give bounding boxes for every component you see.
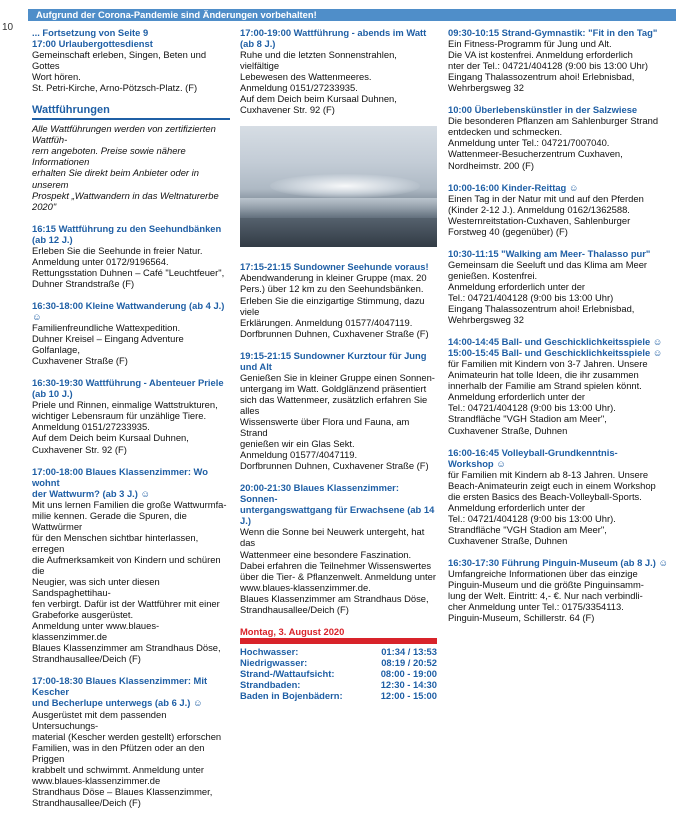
event-description: Erleben Sie die Seehunde in freier Natur. Anmeldung unter 0172/9196564. Rettungsstation Duhnen – Café "Leuchtfeuer", Duhner Strandstraße (F) xyxy=(32,244,225,289)
event-entry xyxy=(240,261,437,338)
event-title: 17:00-18:30 Blaues Klassenzimmer: Mit Kescher und Becherlupe unterwegs (ab 6 J.) ☺ xyxy=(32,675,208,709)
event-description: Wenn die Sonne bei Neuwerk untergeht, hat das Wattenmeer eine besondere Faszination. Dabei erfahren die Teilnehmer Wissenswertes über die Tier- & Pflanzenwelt. Anmeldung unter www.blaues-klassenzimmer.de. Blaues Klassenzimmer am Strandhaus Döse, Strandhausallee/Deich (F) xyxy=(240,526,436,615)
event-description: Abendwanderung in kleiner Gruppe (max. 20 Pers.) über 12 km zu den Seehundsbänken. Erleben Sie die einzigartige Stimmung, dazu viele Erklärungen. Anmeldung 01577/4047119. Dorfbrunnen Duhnen, Cuxhavener Straße (F) xyxy=(240,272,429,339)
event-entry xyxy=(32,300,230,366)
day-divider xyxy=(240,638,437,644)
event-entry xyxy=(448,104,672,170)
event-title: 16:30-18:00 Kleine Wattwanderung (ab 4 J.) ☺ xyxy=(32,299,225,322)
section-intro: Alle Wattführungen werden von zertifizierten Wattfüh- rern angeboten. Preise sowie nähere Informationen erhalten Sie direkt beim Anbieter oder in unserem Prospekt „Wattwandern in das Weltnaturerbe 2020" xyxy=(32,123,219,212)
event-entry xyxy=(32,377,230,454)
notice-banner: Aufgrund der Corona-Pandemie sind Änderungen vorbehalten! xyxy=(28,9,676,21)
event-entry xyxy=(448,182,672,237)
tide-row xyxy=(240,668,437,679)
tide-row xyxy=(240,646,437,657)
event-description: Mit uns lernen Familien die große Wattwurmfa- milie kennen. Gerade die Spuren, die Wattwürmer für den Menschen sichtbar hinterlassen, erregen die Aufmerksamkeit von Kindern und schüren die Neugier, was sich unter diesen Sandspaghettihau- fen verbirgt. Dafür ist der Wattführer mit einer Grabeforke ausgerüstet. Anmeldung unter www.blaues-klassenzimmer.de Blaues Klassenzimmer am Strandhaus Döse, Strandhausallee/Deich (F) xyxy=(32,498,227,665)
event-entry xyxy=(448,27,672,93)
tide-label: Baden in Bojenbädern: xyxy=(240,690,343,702)
event-entry xyxy=(448,248,672,325)
event-entry xyxy=(32,675,230,808)
day-heading: Montag, 3. August 2020 xyxy=(240,625,345,637)
column-right xyxy=(448,27,672,634)
event-title: 16:00-16:45 Volleyball-Grundkenntnis- Workshop ☺ xyxy=(448,446,618,469)
event-title: 16:15 Wattführung zu den Seehundbänken (ab 12 J.) xyxy=(32,222,222,245)
event-description: Familienfreundliche Wattexpedition. Duhner Kreisel – Eingang Adventure Golfanlage, Cuxhavener Straße (F) xyxy=(32,322,184,367)
event-description: Genießen Sie in kleiner Gruppe einen Sonnen- untergang im Watt. Goldglänzend präsentiert sich das Wattenmeer, zusätzlich erfahren Sie alles Wissenswerte über Flora und Fauna, am Strand genießen wir ein Glas Sekt. Anmeldung 01577/4047119. Dorfbrunnen Duhnen, Cuxhavener Straße (F) xyxy=(240,371,435,472)
event-entry xyxy=(448,336,672,435)
section-divider xyxy=(32,118,230,120)
event-description: Einen Tag in der Natur mit und auf den Pferden (Kinder 2-12 J.). Anmeldung 0162/1362588. Westernreitstation-Cuxhaven, Sahlenburger Forstweg 40 (gegenüber) (F) xyxy=(448,192,644,237)
event-description: Gemeinsam die Seeluft und das Klima am Meer genießen. Kostenfrei. Anmeldung erforderlich unter der Tel.: 04721/404128 (9:00 bis 13:00 Uhr) Eingang Thalassozentrum ahoi! Erlebnisbad, Wehrbergsweg 32 xyxy=(448,258,648,326)
wadden-sea-photo xyxy=(240,126,437,247)
event-entry xyxy=(240,482,437,615)
water-sheen xyxy=(240,198,437,218)
tide-value: 08:19 / 20:52 xyxy=(381,656,437,668)
event-title: 20:00-21:30 Blaues Klassenzimmer: Sonnen- untergangswattgang für Erwachsene (ab 14 J.) xyxy=(240,482,435,527)
tide-row xyxy=(240,690,437,701)
event-description: Umfangreiche Informationen über das einzige Pinguin-Museum und die größte Pinguinsamm- lung der Welt. Eintritt: 4,- €. Nur nach verbindli- cher Anmeldung unter Tel.: 0175/3354113. Pinguin-Museum, Schillerstr. 64 (F) xyxy=(448,568,644,624)
event-title: 10:30-11:15 "Walking am Meer- Thalasso pur" xyxy=(448,247,651,259)
event-title: 17:00 Urlaubergottesdienst xyxy=(32,38,153,50)
tide-value: 12:00 - 15:00 xyxy=(380,690,437,702)
event-description: für Familien mit Kindern von 3-7 Jahren. Unsere Animateurin hat tolle Ideen, die ihr zusammen innerhalb der Familie am Strand spielen könnt. Anmeldung erforderlich unter der Tel.: 04721/404128 (9:00 bis 13:00 Uhr). Strandfläche "VGH Stadion am Meer", Cuxhavener Straße, Duhnen xyxy=(448,358,648,436)
tide-row xyxy=(240,679,437,690)
event-title: 17:00-19:00 Wattführung - abends im Watt (ab 8 J.) xyxy=(240,27,427,50)
event-title: 16:30-17:30 Führung Pinguin-Museum (ab 8 J.) ☺ xyxy=(448,556,669,568)
tide-label: Strand-/Wattaufsicht: xyxy=(240,667,335,679)
tide-row xyxy=(240,657,437,668)
continuation-title: ... Fortsetzung von Seite 9 xyxy=(32,27,149,38)
event-title: 14:00-14:45 Ball- und Geschicklichkeitsspiele ☺ 15:00-15:45 Ball- und Geschicklichkeitsspiele ☺ xyxy=(448,336,663,359)
column-middle xyxy=(240,27,437,701)
event-entry xyxy=(32,223,230,289)
event-entry xyxy=(240,27,437,115)
event-entry xyxy=(32,466,230,665)
event-description: Ausgerüstet mit dem passenden Untersuchungs- material (Kescher werden gestellt) erforschen Familien, was in den Pfützen oder an den Priggen krabbelt und schwimmt. Anmeldung unter www.blaues-klassenzimmer.de Strandhaus Döse – Blaues Klassenzimmer, Strandhausallee/Deich (F) xyxy=(32,708,222,808)
column-left xyxy=(32,27,230,819)
event-title: 17:15-21:15 Sundowner Seehunde voraus! xyxy=(240,261,429,273)
event-description: für Familien mit Kindern ab 8-13 Jahren. Unsere Beach-Animateurin zeigt euch in einem Workshop die ersten Basics des Beach-Volleyball-Sports. Anmeldung erforderlich unter der Tel.: 04721/404128 (9:00 bis 13:00 Uhr). Strandfläche "VGH Stadion am Meer", Cuxhavener Straße, Duhnen xyxy=(448,468,656,546)
event-title: 19:15-21:15 Sundowner Kurztour für Jung und Alt xyxy=(240,349,427,372)
mudflat xyxy=(240,218,437,247)
event-entry xyxy=(448,447,672,546)
event-title: 17:00-18:00 Blaues Klassenzimmer: Wo wohnt der Wattwurm? (ab 3 J.) ☺ xyxy=(32,465,208,499)
event-description: Die besonderen Pflanzen am Sahlenburger Strand entdecken und schmecken. Anmeldung unter Tel.: 04721/7007040. Wattenmeer-Besucherzentrum Cuxhaven, Nordheimstr. 200 (F) xyxy=(448,115,659,171)
event-title: 10:00 Überlebenskünstler in der Salzwiese xyxy=(448,104,638,116)
event-title: 09:30-10:15 Strand-Gymnastik: "Fit in den Tag" xyxy=(448,27,658,38)
tide-value: 01:34 / 13:53 xyxy=(381,645,437,657)
event-title: 10:00-16:00 Kinder-Reittag ☺ xyxy=(448,181,579,193)
event-description: Ein Fitness-Programm für Jung und Alt. Die VA ist kostenfrei. Anmeldung erforderlich nter der Tel.: 04721/404128 (9:00 bis 13:00 Uhr) Eingang Thalassozentrum ahoi! Erlebnisbad, Wehrbergsweg 32 xyxy=(448,38,648,94)
page-number: 10 xyxy=(2,22,14,33)
event-entry xyxy=(32,27,230,93)
event-description: Ruhe und die letzten Sonnenstrahlen, vielfältige Lebewesen des Wattenmeeres. Anmeldung 0151/27233935. Auf dem Deich beim Kursaal Duhnen, Cuxhavener Str. 92 (F) xyxy=(240,49,397,116)
tide-label: Hochwasser: xyxy=(240,645,299,657)
event-description: Priele und Rinnen, einmalige Wattstrukturen, wichtiger Lebensraum für unzählige Tiere. Anmeldung 0151/27233935. Auf dem Deich beim Kursaal Duhnen, Cuxhavener Str. 92 (F) xyxy=(32,399,218,455)
event-entry xyxy=(240,350,437,472)
tide-value: 08:00 - 19:00 xyxy=(380,667,437,679)
tide-label: Strandbaden: xyxy=(240,678,301,690)
tide-label: Niedrigwasser: xyxy=(240,656,308,668)
tide-table xyxy=(240,646,437,701)
event-description: Gemeinschaft erleben, Singen, Beten und Gottes Wort hören. St. Petri-Kirche, Arno-Pötzsch-Platz. (F) xyxy=(32,49,207,94)
event-entry xyxy=(448,557,672,623)
event-title: 16:30-19:30 Wattführung - Abenteuer Priele (ab 10 J.) xyxy=(32,377,224,400)
section-title: Wattführungen xyxy=(32,104,110,117)
tide-value: 12:30 - 14:30 xyxy=(380,678,437,690)
sun-reflection xyxy=(270,174,420,198)
